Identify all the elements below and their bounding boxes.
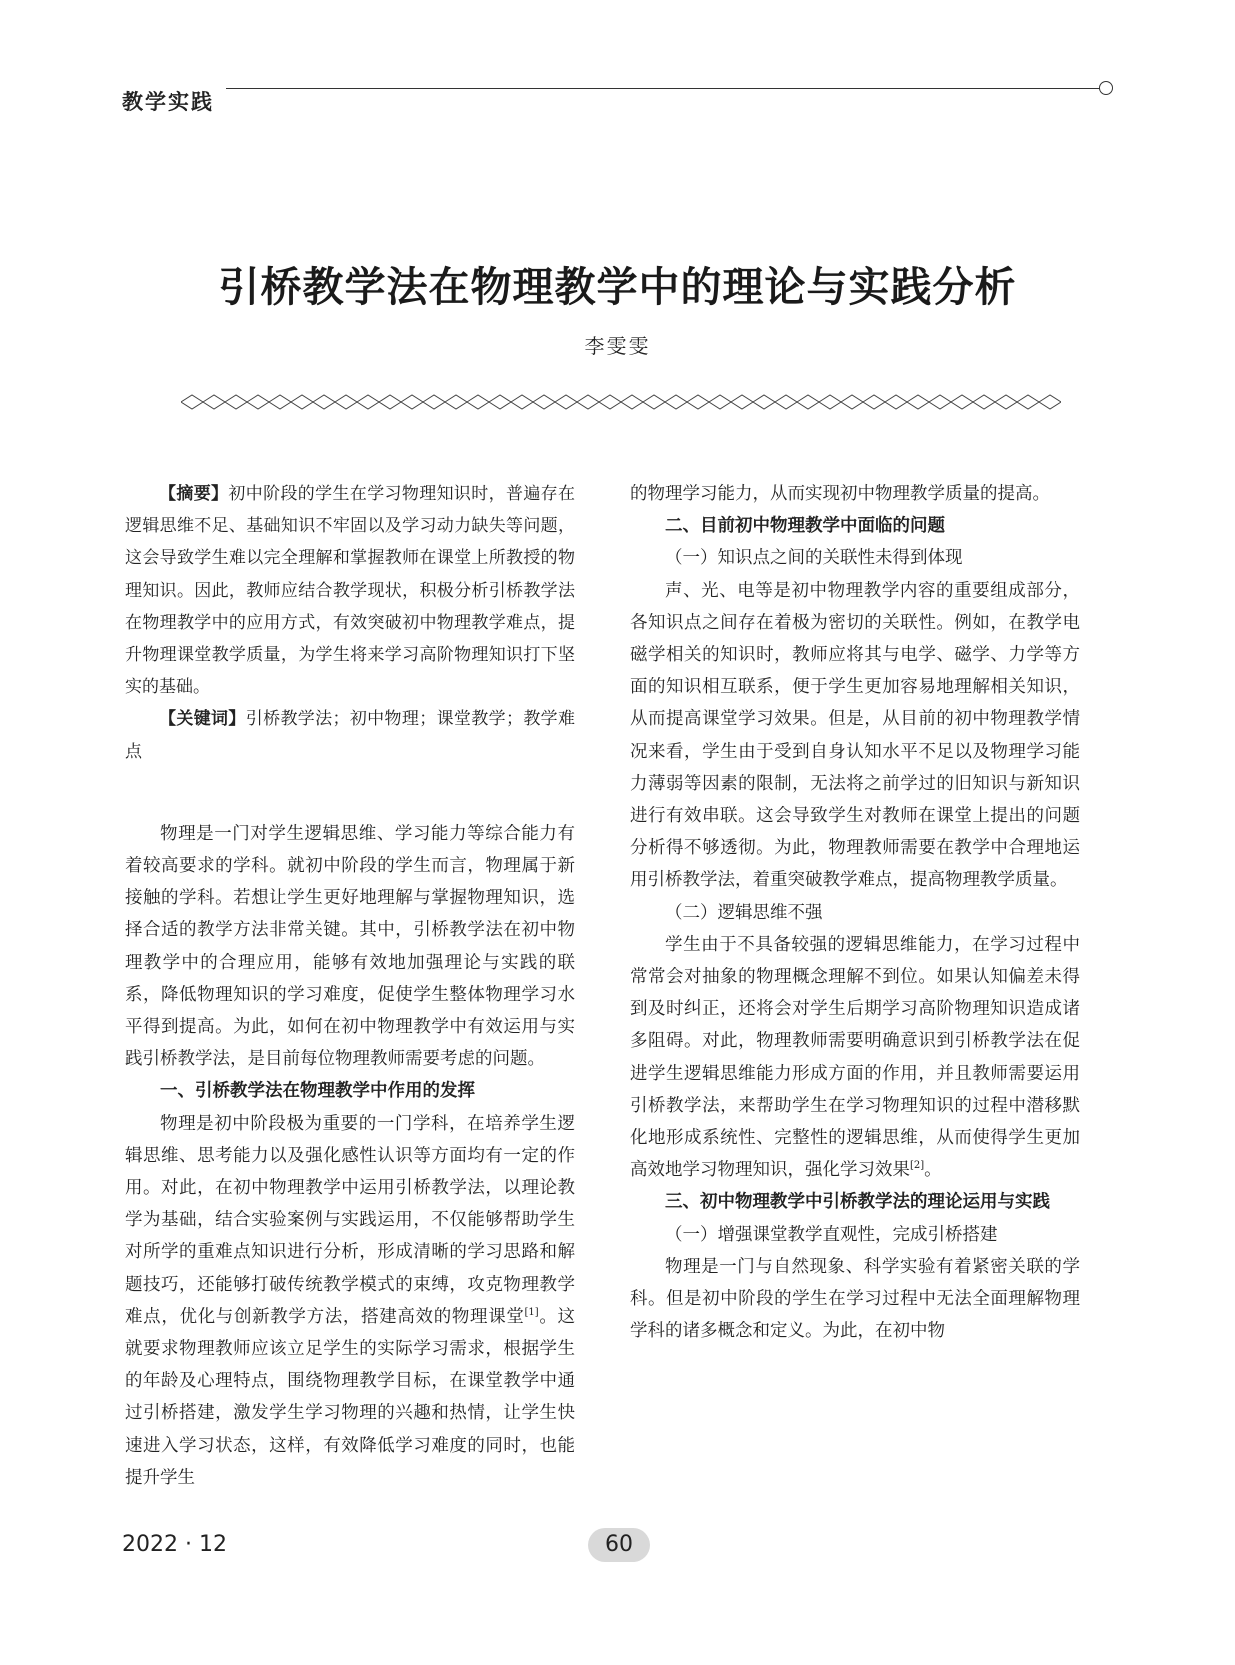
- diamond-shape: [247, 395, 269, 409]
- diamond-shape: [973, 395, 995, 409]
- diamond-shape: [1039, 395, 1061, 409]
- section2-sub2-end: 。: [924, 1160, 942, 1181]
- diamond-shape: [907, 395, 929, 409]
- section2-sub1-paragraph: 声、光、电等是初中物理教学内容的重要组成部分，各知识点之间存在着极为密切的关联性。例如，在教学电磁学相关的知识时，教师应将其与电学、磁学、力学等方面的知识相互联系，便于学生更加容易地理解相关知识，从而提高课堂学习效果。但是，从目前的初中物理教学情况来看，学生由于受到自身认知水平不足以及物理学习能力薄弱等因素的限制，无法将之前学过的旧知识与新知识进行有效串联。这会导致学生对教师在课堂上提出的问题分析得不够透彻。为此，物理教师需要在教学中合理地运用引桥教学法，着重突破教学难点，提高物理教学质量。: [630, 580, 1080, 891]
- abstract-label: 【摘要】: [159, 484, 229, 504]
- diamond-shape: [841, 395, 863, 409]
- diamond-shape: [357, 395, 379, 409]
- section2-sub1-heading: （一）知识点之间的关联性未得到体现: [665, 548, 963, 569]
- diamond-shape: [489, 395, 511, 409]
- keywords: [125, 703, 575, 767]
- section1-paragraph: [125, 1108, 575, 1494]
- diamond-shape: [621, 395, 643, 409]
- keywords-text: 引桥教学法；初中物理；课堂教学；教学难点: [125, 709, 576, 762]
- diamond-shape: [819, 395, 841, 409]
- header-section-label: 教学实践: [122, 90, 214, 114]
- diamond-shape: [225, 395, 247, 409]
- diamond-shape: [291, 395, 313, 409]
- column-left: [125, 478, 575, 1494]
- diamond-shape: [555, 395, 577, 409]
- diamond-shape: [687, 395, 709, 409]
- section2-heading: 二、目前初中物理教学中面临的问题: [665, 516, 945, 537]
- diamond-shape: [951, 395, 973, 409]
- page-number: 60: [588, 1528, 650, 1562]
- section3-sub1-paragraph: 物理是一门与自然现象、科学实验有着紧密关联的学科。但是初中阶段的学生在学习过程中无法全面理解物理学科的诸多概念和定义。为此，在初中物: [630, 1256, 1080, 1342]
- diamond-shape: [467, 395, 489, 409]
- column-right: [630, 478, 1080, 1347]
- section1-text: 物理是初中阶段极为重要的一门学科，在培养学生逻辑思维、思考能力以及强化感性认识等方面均有一定的作用。对此，在初中物理教学中运用引桥教学法，以理论教学为基础，结合实验案例与实践运用，不仅能够帮助学生对所学的重难点知识进行分析，形成清晰的学习思路和解题技巧，还能够打破传统教学模式的束缚，攻克物理教学难点，优化与创新教学方法，搭建高效的物理课堂: [125, 1113, 575, 1327]
- diamond-shape: [577, 395, 599, 409]
- section2-sub2-heading: （二）逻辑思维不强: [665, 902, 823, 923]
- diamond-shape: [181, 395, 203, 409]
- header-rule-end-circle: [1099, 81, 1113, 95]
- diamond-shape: [511, 395, 533, 409]
- citation-1: [1]: [524, 1307, 539, 1319]
- abstract: [125, 478, 575, 703]
- section1-paragraph-end: 的物理学习能力，从而实现初中物理教学质量的提高。: [630, 484, 1050, 504]
- diamond-shape: [995, 395, 1017, 409]
- diamond-shape: [335, 395, 357, 409]
- diamond-shape: [775, 395, 797, 409]
- diamond-shape: [401, 395, 423, 409]
- diamond-shape: [379, 395, 401, 409]
- keywords-label: 【关键词】: [159, 709, 246, 730]
- diamond-shape: [885, 395, 907, 409]
- section1-text-cont: 。这就要求物理教师应该立足学生的实际学习需求，根据学生的年龄及心理特点，围绕物理教学目标，在课堂教学中通过引桥搭建，激发学生学习物理的兴趣和热情，让学生快速进入学习状态，这样，有效降低学习难度的同时，也能提升学生: [125, 1306, 576, 1488]
- section3-heading: 三、初中物理教学中引桥教学法的理论运用与实践: [665, 1192, 1050, 1213]
- header-rule: [226, 88, 1101, 89]
- section1-heading: 一、引桥教学法在物理教学中作用的发挥: [160, 1081, 475, 1102]
- footer-issue: 2022 · 12: [122, 1532, 227, 1557]
- diamond-shape: [423, 395, 445, 409]
- diamond-shape: [863, 395, 885, 409]
- abstract-text: 初中阶段的学生在学习物理知识时，普遍存在逻辑思维不足、基础知识不牢固以及学习动力缺失等问题，这会导致学生难以完全理解和掌握教师在课堂上所教授的物理知识。因此，教师应结合教学现状，积极分析引桥教学法在物理教学中的应用方式，有效突破初中物理教学难点，提升物理课堂教学质量，为学生将来学习高阶物理知识打下坚实的基础。: [125, 484, 576, 698]
- section2-sub2-paragraph: [630, 929, 1080, 1187]
- diamond-shape: [731, 395, 753, 409]
- intro-paragraph: 物理是一门对学生逻辑思维、学习能力等综合能力有着较高要求的学科。就初中阶段的学生而言，物理属于新接触的学科。若想让学生更好地理解与掌握物理知识，选择合适的教学方法非常关键。其中，引桥教学法在初中物理教学中的合理应用，能够有效地加强理论与实践的联系，降低物理知识的学习难度，促使学生整体物理学习水平得到提高。为此，如何在初中物理教学中有效运用与实践引桥教学法，是目前每位物理教师需要考虑的问题。: [125, 823, 575, 1070]
- diamond-shape: [599, 395, 621, 409]
- diamond-shape: [445, 395, 467, 409]
- diamond-shape: [665, 395, 687, 409]
- diamond-shape: [929, 395, 951, 409]
- diamond-divider: [181, 394, 1061, 410]
- diamond-shape: [1017, 395, 1039, 409]
- diamond-shape: [313, 395, 335, 409]
- article-author: 李雯雯: [584, 334, 651, 358]
- diamond-shape: [269, 395, 291, 409]
- citation-2: [2]: [910, 1160, 925, 1172]
- section3-sub1-heading: （一）增强课堂教学直观性，完成引桥搭建: [665, 1224, 998, 1245]
- diamond-shape: [709, 395, 731, 409]
- diamond-shape: [203, 395, 225, 409]
- diamond-shape: [533, 395, 555, 409]
- diamond-shape: [643, 395, 665, 409]
- diamond-shape: [753, 395, 775, 409]
- diamond-shape: [797, 395, 819, 409]
- section2-sub2-text: 学生由于不具备较强的逻辑思维能力，在学习过程中常常会对抽象的物理概念理解不到位。如果认知偏差未得到及时纠正，还将会对学生后期学习高阶物理知识造成诸多阻碍。对此，物理教师需要明确意识到引桥教学法在促进学生逻辑思维能力形成方面的作用，并且教师需要运用引桥教学法，来帮助学生在学习物理知识的过程中潜移默化地形成系统性、完整性的逻辑思维，从而使得学生更加高效地学习物理知识，强化学习效果: [630, 934, 1080, 1181]
- article-title: 引桥教学法在物理教学中的理论与实践分析: [218, 263, 1017, 311]
